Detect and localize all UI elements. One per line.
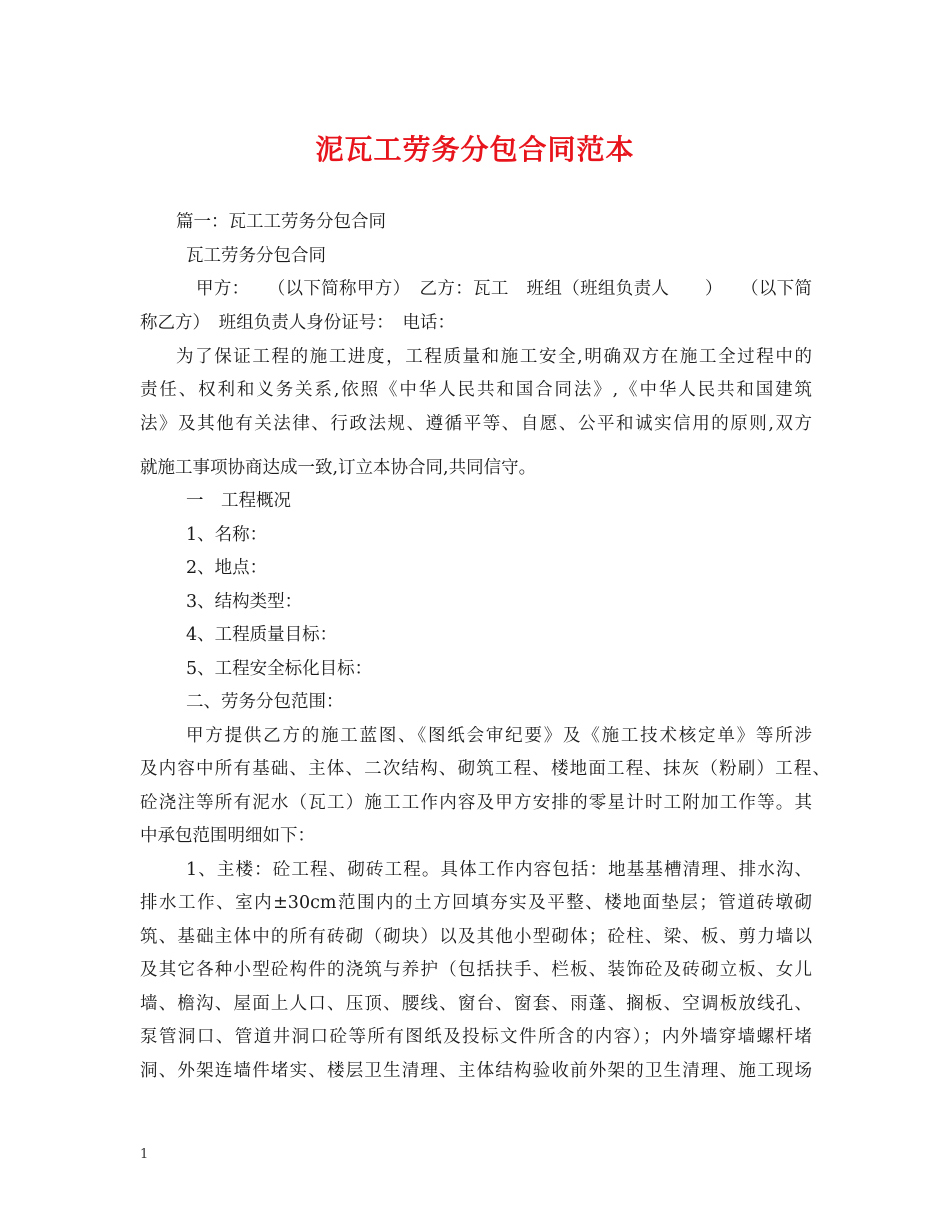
paragraph-line: 及其它各种小型砼构件的浇筑与养护（包括扶手、栏板、装饰砼及砖砌立板、女儿 (140, 960, 812, 980)
paragraph-line: 墙、檐沟、屋面上人口、压顶、腰线、窗台、窗套、雨蓬、搁板、空调板放线孔、 (140, 994, 812, 1014)
paragraph-line: 为了保证工程的施工进度，工程质量和施工安全,明确双方在施工全过程中的 (176, 347, 812, 367)
paragraph-line: 及内容中所有基础、主体、二次结构、砌筑工程、楼地面工程、抹灰（粉刷）工程、 (140, 759, 830, 779)
party-line: 称乙方） 班组负责人身份证号： 电话： (140, 313, 455, 333)
paragraph-line: 法》及其他有关法律、行政法规、遵循平等、自愿、公平和诚实信用的原则,双方 (140, 414, 812, 434)
list-item: 4、工程质量目标： (186, 625, 338, 645)
paragraph-line: 责任、权利和义务关系,依照《中华人民共和国合同法》,《中华人民共和国建筑 (140, 380, 812, 400)
list-item: 2、地点： (186, 558, 268, 578)
paragraph-line: 泵管洞口、管道井洞口砼等所有图纸及投标文件所含的内容）；内外墙穿墙螺杆堵 (140, 1027, 812, 1047)
paragraph-line: 就施工事项协商达成一致,订立本协合同,共同信守。 (140, 458, 537, 478)
paragraph-line: 筑、基础主体中的所有砖砌（砌块）以及其他小型砌体；砼柱、梁、板、剪力墙以 (140, 927, 812, 947)
paragraph-line: 中承包范围明细如下： (140, 826, 315, 846)
section-heading: 篇一：瓦工工劳务分包合同 (176, 212, 386, 232)
document-title: 泥瓦工劳务分包合同范本 (315, 133, 635, 166)
list-item: 3、结构类型： (186, 592, 303, 612)
list-item: 1、名称： (186, 525, 268, 545)
paragraph-line: 1、主楼：砼工程、砌砖工程。具体工作内容包括：地基基槽清理、排水沟、 (186, 860, 812, 880)
paragraph-line: 砼浇注等所有泥水（瓦工）施工工作内容及甲方安排的零星计时工附加工作等。其 (140, 793, 812, 813)
paragraph-line: 洞、外架连墙件堵实、楼层卫生清理、主体结构验收前外架的卫生清理、施工现场 (140, 1061, 812, 1081)
section-heading: 一 工程概况 (186, 491, 291, 511)
page-number: 1 (140, 1147, 149, 1162)
section-heading: 二、劳务分包范围： (186, 692, 344, 712)
contract-name: 瓦工劳务分包合同 (186, 246, 326, 266)
paragraph-line: 甲方提供乙方的施工蓝图、《图纸会审纪要》及《施工技术核定单》等所涉 (186, 726, 812, 746)
party-line: 甲方： （以下简称甲方） 乙方：瓦工 班组（班组负责人 ） （以下简 (196, 279, 812, 299)
list-item: 5、工程安全标化目标： (186, 659, 373, 679)
paragraph-line: 排水工作、室内±30cm范围内的土方回填夯实及平整、楼地面垫层；管道砖墩砌 (140, 893, 812, 913)
